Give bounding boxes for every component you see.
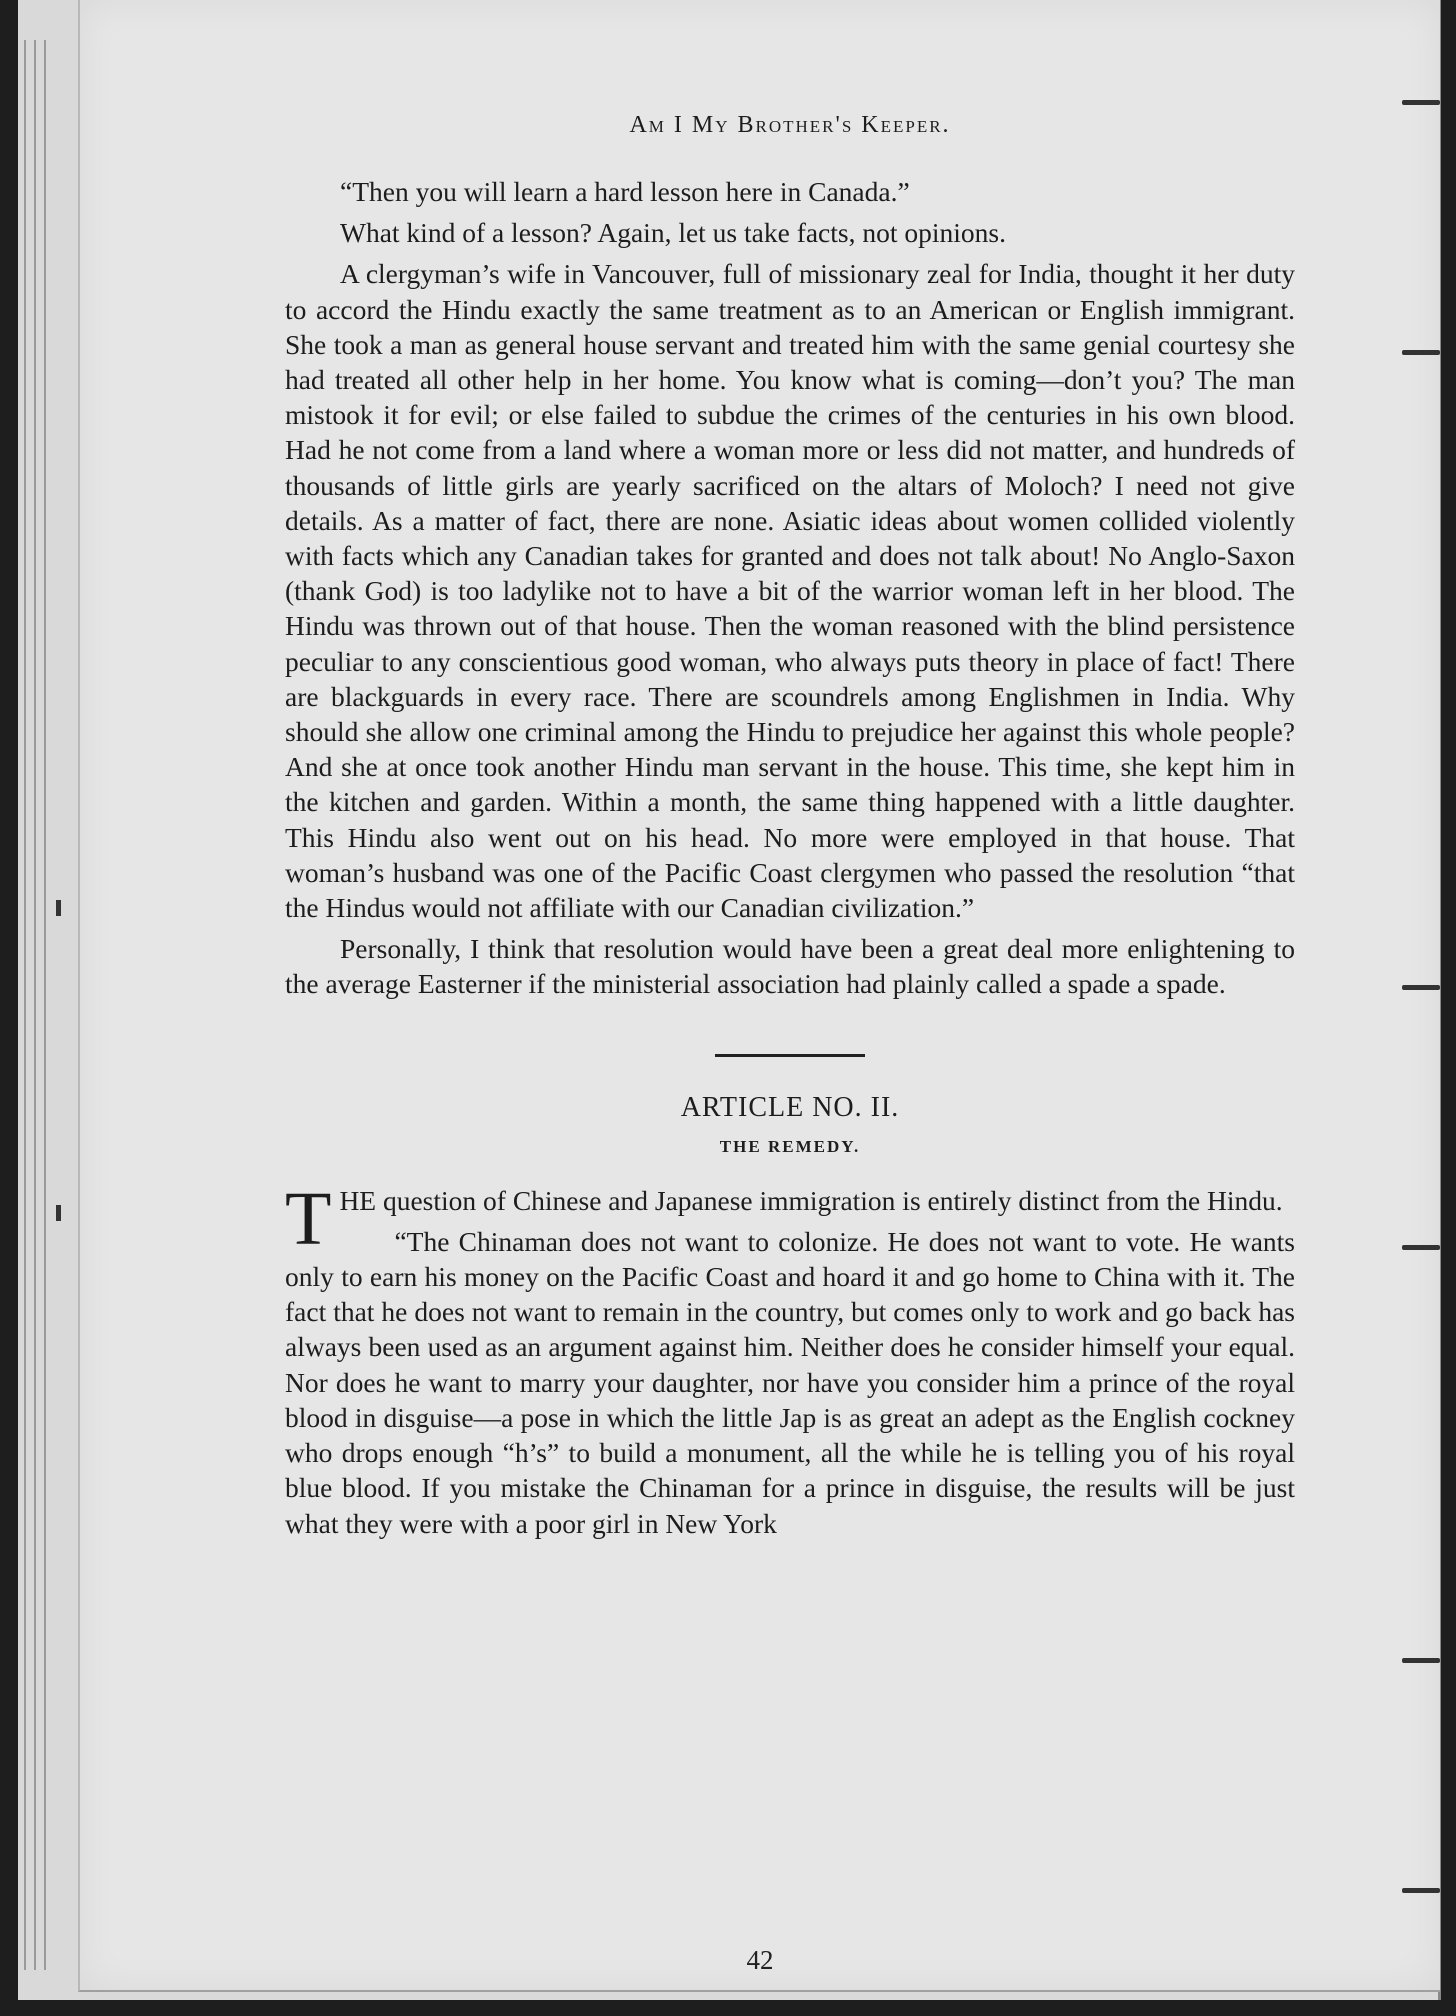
running-head: Am I My Brother's Keeper. bbox=[629, 112, 951, 138]
paragraph: Personally, I think that resolution would have been a great deal more enlightening to the average Easterner if the ministerial association had plainly called a spade a spade. bbox=[285, 933, 1295, 1000]
article-subtitle: THE REMEDY. bbox=[719, 1136, 861, 1156]
paragraph: “The Chinaman does not want to colonize. He does not want to vote. He wants only to earn his money on the Pacific Coast and hoard it and go home to China with it. The fact that he does not want to remain in the country, but comes only to work and go back has always been used as an argument against him. Neither does he consider himself your equal. Nor does he want to marry your daughter, nor have you consider him a prince of the royal blood in disguise—a pose in which the little Jap is as great an adept as the English cockney who drops enough “h’s” to build a monument, all the while he is telling you of his royal blue blood. If you mistake the Chinaman for a prince in disguise, the results will be just what they were with a poor girl in New York bbox=[285, 1225, 1295, 1539]
binding-mark bbox=[1402, 1245, 1440, 1250]
page-stack bbox=[18, 0, 1441, 2000]
page-edge-line bbox=[34, 40, 36, 1970]
paragraph: What kind of a lesson? Again, let us take facts, not opinions. bbox=[340, 217, 1006, 249]
article-title: ARTICLE NO. II. bbox=[680, 1091, 900, 1123]
binding-mark bbox=[1402, 985, 1440, 990]
binding-tick bbox=[56, 1205, 61, 1221]
binding-mark bbox=[1402, 1888, 1440, 1893]
binding-tick bbox=[56, 900, 61, 916]
binding-mark bbox=[1402, 350, 1440, 355]
paragraph: “Then you will learn a hard lesson here in Canada.” bbox=[340, 176, 910, 207]
book-page bbox=[78, 0, 1440, 1992]
page-number: 42 bbox=[746, 1945, 774, 1975]
paragraph: A clergyman’s wife in Vancouver, full of missionary zeal for India, thought it her duty to accord the Hindu exactly the same treatment as to an American or English immigrant. She took a man as general house servant and treated him with the same genial courtesy she had treated all other help in her home. You know what is coming—don’t you? The man mistook it for evil; or else failed to subdue the crimes of the centuries in his own blood. Had he not come from a land where a woman more or less did not matter, and hundreds of thousands of little girls are yearly sacrificed on the altars of Moloch? I need not give details. As a matter of fact, there are none. Asiatic ideas about women collided violently with facts which any Canadian takes for granted and does not talk about! No Anglo-Saxon (thank God) is too ladylike not to have a bit of the warrior woman left in her blood. The Hindu was thrown out of that house. Then the woman reasoned with the blind persistence peculiar to any conscientious good woman, who always puts theory in place of fact! There are blackguards in every race. There are scoundrels among Englishmen in India. Why should she allow one criminal among the Hindu to prejudice her against this whole people? And she at once took another Hindu man servant in the house. This time, she kept him in the kitchen and garden. Within a month, the same thing happened with a little daughter. This Hindu also went out on his head. No more were employed in that house. That woman’s husband was one of the Pacific Coast clergymen who passed the resolution “that the Hindus would not affiliate with our Canadian civilization.” bbox=[285, 258, 1295, 924]
drop-cap: T bbox=[285, 1176, 332, 1261]
opening-paragraph bbox=[285, 1176, 1295, 1261]
page-edge-line bbox=[24, 40, 26, 1970]
binding-mark bbox=[1402, 1658, 1440, 1663]
page-edge-line bbox=[44, 40, 46, 1970]
page-text bbox=[285, 110, 1295, 1547]
opening-text: HE question of Chinese and Japanese immigration is entirely distinct from the Hindu. bbox=[339, 1184, 1283, 1216]
section-divider bbox=[715, 1054, 865, 1057]
binding-mark bbox=[1402, 100, 1440, 105]
